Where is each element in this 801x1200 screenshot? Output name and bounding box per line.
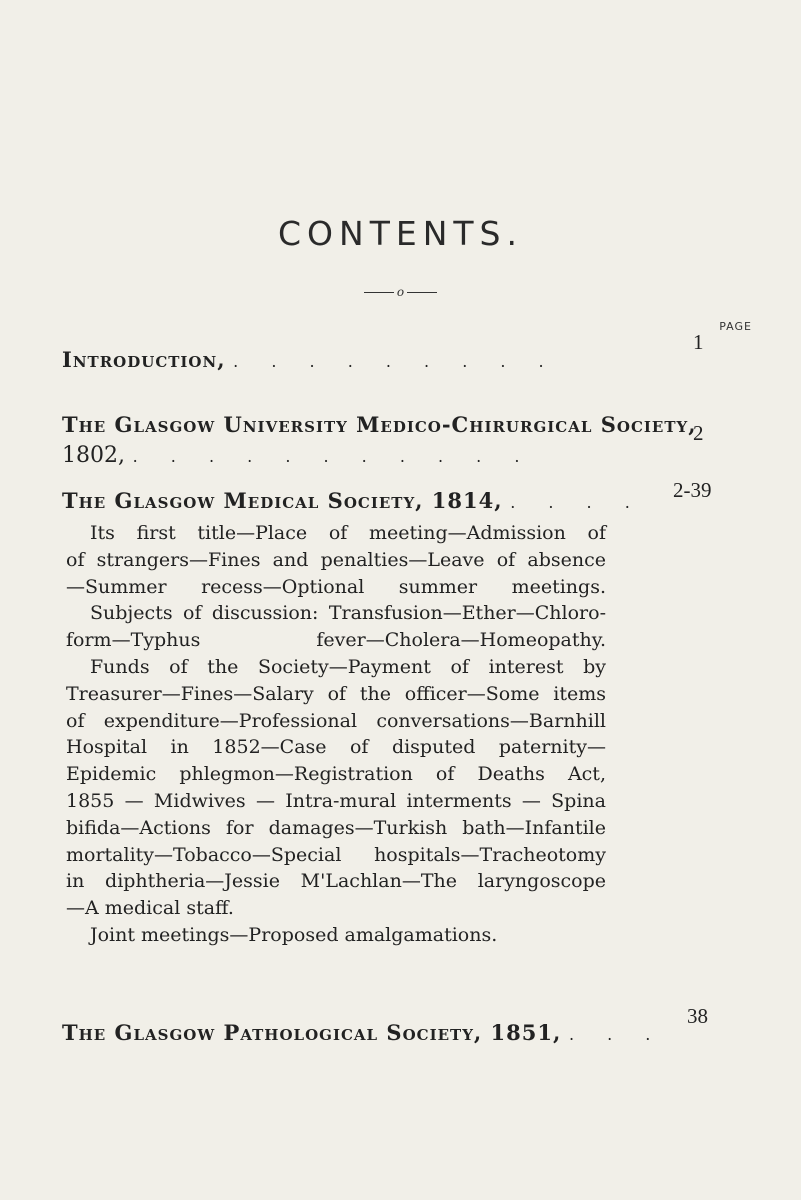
leader-dots: . . . . bbox=[510, 493, 644, 512]
leader-dots: . . . bbox=[568, 1025, 665, 1044]
entry-title: The Glasgow Medical Society, 1814, bbox=[62, 488, 503, 513]
leader-dots: . . . . . . . . . . . bbox=[132, 447, 534, 466]
entry-year: 1802, bbox=[62, 443, 125, 468]
description-line: —Summer recess—Optional summer meetings. bbox=[66, 575, 606, 598]
description-line: Funds of the Society—Payment of interest by bbox=[90, 655, 606, 678]
description-line: Subjects of discussion: Transfusion—Ether—Chloro- bbox=[90, 602, 606, 625]
description-line: Joint meetings—Proposed amalgamations. bbox=[90, 923, 498, 946]
description-line: bifida—Actions for damages—Turkish bath—Infantile bbox=[66, 816, 606, 839]
divider-mark: o bbox=[396, 285, 405, 299]
description-line: Hospital in 1852—Case of disputed paternity— bbox=[66, 736, 606, 759]
description-line: —A medical staff. bbox=[66, 897, 234, 920]
description-line: form—Typhus fever—Cholera—Homeopathy. bbox=[66, 629, 606, 652]
entry-page-number: 2 bbox=[693, 421, 704, 445]
entry-title: The Glasgow Pathological Society, 1851, bbox=[62, 1020, 562, 1045]
entry-page-number: 2-39 bbox=[673, 478, 712, 502]
entry-page-number: 1 bbox=[693, 330, 704, 354]
entry-description bbox=[66, 520, 606, 949]
page-column-label: PAGE bbox=[719, 320, 752, 333]
toc-entry-medico-chirurgical-cont bbox=[62, 438, 622, 473]
entry-page-number: 38 bbox=[687, 1004, 708, 1028]
description-line: 1855 — Midwives — Intra-mural interments — Spina bbox=[66, 789, 606, 812]
description-line: Its first title—Place of meeting—Admission of bbox=[90, 522, 606, 544]
description-line: Treasurer—Fines—Salary of the officer—Some items bbox=[66, 682, 606, 705]
entry-title: Introduction, bbox=[62, 347, 226, 372]
toc-entry-medico-chirurgical[interactable] bbox=[62, 408, 697, 441]
description-line: of expenditure—Professional conversations—Barnhill bbox=[66, 709, 606, 732]
leader-dots: . . . . . . . . . bbox=[233, 352, 558, 371]
description-line: in diphtheria—Jessie M'Lachlan—The laryngoscope bbox=[66, 870, 606, 893]
entry-title: The Glasgow University Medico-Chirurgical Society, bbox=[62, 412, 697, 437]
toc-entry-medical-society[interactable] bbox=[62, 484, 644, 519]
page-title: CONTENTS. bbox=[278, 214, 523, 253]
description-line: of strangers—Fines and penalties—Leave of absence bbox=[66, 548, 606, 571]
description-line: Epidemic phlegmon—Registration of Deaths Act, bbox=[66, 763, 606, 786]
description-line: mortality—Tobacco—Special hospitals—Tracheotomy bbox=[66, 843, 606, 866]
toc-entry-introduction[interactable] bbox=[62, 343, 622, 378]
ornamental-divider bbox=[0, 284, 801, 300]
toc-entry-pathological-society[interactable] bbox=[62, 1016, 665, 1051]
